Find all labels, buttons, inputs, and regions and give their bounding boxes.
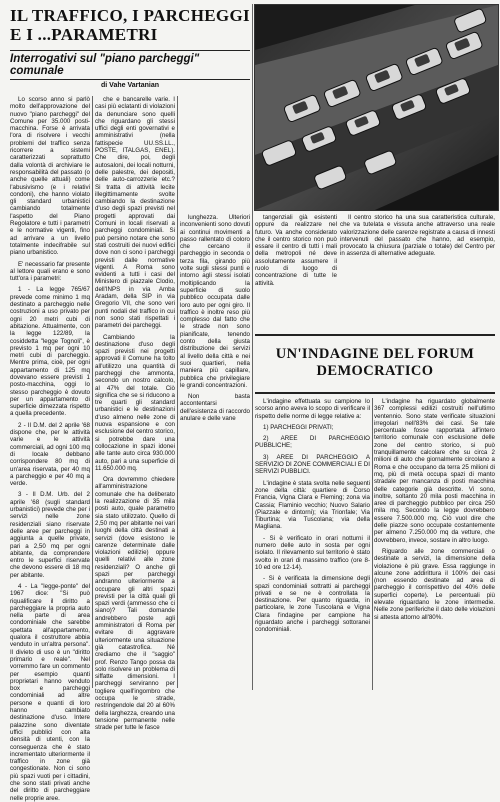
paragraph: - Si è verificata la dimensione degli spazi condominiali sottratti ai parcheggi privati e se ne è controllata la destinazione. Per quanto riguarda, in particolare, le zone Tuscolana e Vigna Clara l'indagine per campione ha riguardato anche i parcheggi sottoranei condominiali. — [255, 575, 370, 634]
parked-cars-image — [255, 5, 498, 210]
paragraph: L'indagine effettuata su campione lo scorso anno aveva lo scopo di verificare il rispetto delle norme di legge relative a: — [255, 398, 370, 420]
survey-column-1 — [255, 398, 370, 690]
article-byline: di Vahe Vartanian — [101, 82, 159, 89]
article-subtitle: Interrogativi sul "piano parcheggi" comunale — [10, 53, 200, 77]
paragraph: 2) AREE DI PARCHEGGIO PUBBLICHE; — [255, 435, 370, 450]
paragraph: lunghezza. Ulteriori inconvenienti sono dovuti ai continui movimenti a passo rallentato di coloro che cercano il parcheggio in seconda o terza fila, girando più volte sugli stessi punti e intorno agli stessi isolati moltiplicando la superficie di suolo pubblico occupata dalle loro auto per ogni giro. Il traffico è inoltre reso più complesso dal fatto che le strade non sono pianificate, tenendo conto della giusta distribuzione dei servizi al livello della città e nei suoi quartieri, nella maniera più capillare, pubblica che privilegiare le grandi concentrazioni. — [180, 214, 250, 389]
forum-headline-box — [255, 334, 495, 394]
paragraph: L'indagine è stata svolta nelle seguenti zone della città: quartiere di Corso Francia, Vigna Clara e Fleming; zona via Cassia; Flaminio vecchio; Nuovo Salario (Piazzale e dintorni); via Trionfale; Via Tiburtina; via Tuscolana; via della Magliana. — [255, 479, 370, 531]
paragraph: Non basta accontentarsi dell'esistenza di raccordo anulare e delle vane — [180, 393, 250, 423]
article-column-1 — [10, 96, 90, 802]
paragraph: 3 - Il D.M. Urb. del 2 aprile '68 (sugli standard urbanistici) prevede che per i servizi nelle zone residenziali siano riservate delle aree per parcheggi in aggiunta a quelle private, pari a 2,50 mq per ogni abitante, da comprendere entro le superfici riservate che devono essere di 18 mq per abitante. — [10, 491, 90, 579]
article-column-3 — [180, 214, 250, 688]
paragraph: E' necessario far presente al lettore quali erano e sono tutt'ora i parametri: — [10, 260, 90, 283]
forum-headline: UN'INDAGINE DEL FORUM DEMOCRATICO — [275, 346, 475, 379]
paragraph: tangenziali già esistenti oppure da realizzare nel futuro. Va anche considerato che il centro storico non può essare il centro di tutti i mali della metropoli né deve assolutamente assumere il ruolo di luogo di concentrazione di tutte le attività. — [255, 214, 337, 287]
paragraph: 2 - Il D.M. del 2 aprile '68 dispone che, per le attività varie e le attività commerciali, ad ogni 100 mq di locale debbano corrispondere 80 mq di un'area riservata, per 40 mq a parcheggio e per 40 mq a verde. — [10, 421, 90, 488]
column-divider — [252, 4, 253, 690]
article-column-4 — [255, 214, 337, 329]
paragraph: 1) PARCHEGGI PRIVATI; — [263, 423, 334, 431]
paragraph: 3) AREE DI PARCHEGGIO A SERVIZIO DI ZONE COMMERCIALI E DI SERVIZI PUBBLICI. — [255, 453, 370, 476]
subtitle-box — [10, 50, 250, 80]
paragraph: Lo scorso anno si parlò molto dell'approvazione del nuovo "piano parcheggi" del Comune per 35.000 posti-macchina. Forse è arrivata l'ora di risolvere i vecchi problemi del traffico senza ricorrere a sistemi caratterizzati soprattutto dalla volontà di archiviare le responsabilità del passato (o anche quelle attuali) come l'abusivismo (e i relativi condoni), che hanno violato gli standard urbanistici cambiando totalmente l'aspetto del Piano Regolatore e tutti i parametri e le normative vigenti, fino ad arrivare a un livello totalmente indecifrabile sul piano urbanistico. — [10, 96, 90, 257]
paragraph: Cambiando la destinazione d'uso degli spazi previsti nei progetti approvati il Comune ha tolto all'utilizzo una quantità di parcheggi che ammonta, secondo un nostro calcolo, al 47% del totale. Ciò significa che se si riducono a tre quarti gli standard urbanistici e le destinazioni d'uso almeno nelle zone di nuova espansione e con esclusione del centro storico, si potrebbe dare una collocazione in spazi idonei alle tante auto circa 930.000 auto, pari a una superficie di 11.650.000 mq. — [95, 333, 175, 472]
paragraph: che e bancarelle varie. I casi più eclatanti di violazioni da denunciare sono quelli che riguardano gli stessi uffici degli enti governativi e amministrativi (nella fattispecie UU.SS.LL., POSTE, ITALGAS, ENEL). Che dire, poi, degli autosaloni, dei locali notturni, delle palestre, dei depositi, delle auto-carrozzerie etc.? Si tratta di attività lecite illegittimamente svolte cambiando la destinazione d'uso degli spazi previsti nel progetti approvati dai Comuni in locali riservati a parcheggi condominiali. Si può persino notare che sono stati costruiti dei nuovi edifici dove non ci sono i parcheggi previsti dalle normative vigenti. A Roma sono evidenti a tutti i casi del Ministero di piazzale Clodio, dell'INPS in via Amba Aradam, della SIP in via Gregorio VII, che sono veri punti nodali del traffico in cui non sono stati rispettati i parametri dei parcheggi. — [95, 96, 175, 330]
paragraph: 1 - La legge 765/67 prevede come minimo 1 mq destinato a parcheggio nelle costruzioni a uso privato per ogni 20 metri cubi di abitazione. Attualmente, con la legge 122/89, la cosiddetta "legge Tognoli", è previsto 1 mq per ogni 10 metri cubi di parcheggio. Mentre prima, cioè, per ogni appartamento di 125 mq dovevano essere previsti 1 posto-macchina, oggi lo stesso parcheggio è dovuto per un appartamento di superficie dimezzata rispetto a quella precedente. — [10, 286, 90, 418]
paragraph: Ora dovremmo chiedere all'amministrazione comunale che ha deliberato la realizzazione di 35 mila posti auto, quale parametro sia stato utilizzato. Quello di 2,50 mq per abitante nei vari luoghi della città destinati a servizi (dove esistono le carenze determinate dalle violazioni edilizie) oppure quelli relativi alle zone residenziali? O anche gli spazi per parcheggi andranno ulteriormente a occupare gli altri spazi previsti per la città quali gli spazi verdi (ammesso che ci siano)? Tali domande andrebbero poste agli amministratori di Roma per evitare di aggravare ulteriormente una situazione già catastrofica. Né crediamo che il "saggio" prof. Renzo Tango possa da solo risolvere un problema di siffatte dimensioni. I parcheggi serviranno per togliere quell'ingombro che occupa le strade, restringendole dal 20 al 60% della larghezza, creando una tensione permanente nelle strade per tutte le fasce — [95, 476, 175, 732]
column-divider — [372, 398, 373, 690]
paragraph: L'indagine ha riguardato globalmente 367 complessi edilizi costruiti nell'ultimo ventennio. Sono state verificate situazioni irregolari nell'83% dei casi. Se tale percentuale fosse rapportata all'intero territorio comunale con esclusione delle zone del centro storico, si può tranquillamente calcolare che su circa 2 milioni di auto che giornalmente circolano a Roma e che occupano da terra 25 milioni di mq, più di metà occupa spazi di manto stradale per mancanza di posti macchina delle categorie già descritte. Vi sono, inoltre, soltanto 20 mila posti macchina in aree di parcheggio pubblico per circa 250 mila mq. Secondo la legge dovrebbero essere 7.500.000 mq. Ciò vuol dire che delle piazze sono occupate costantemente per almeno 7.250.000 mq da vetture, che dovrebbero, invece, sostare in altro luogo. — [374, 398, 495, 544]
traffic-photo — [254, 4, 499, 211]
article-column-5 — [340, 214, 495, 329]
column-divider — [177, 96, 178, 688]
paragraph: Il centro storico ha una sua caratteristica culturale, che va tutelata e vissuta anche attraverso una reale valorizzazione delle carenze registrate a causa di innesti intervenuti del passato che hanno, ad esempio, provocato la chiusura (parziale o totale) del Centro per in assenza di alternative adeguate. — [340, 214, 495, 258]
paragraph: - Si è verificato in orari notturni il numero delle auto in sosta per ogni isolato. Il rilevamento sul territorio è stato svolto in orari di massimo traffico (ore 8-10 ed ore 12-14). — [255, 534, 370, 571]
paragraph: Riguardo alle zone commerciali o destinate a servizi, la dimensione della violazione è più grave. Essa raggiunge in alcune zone addirittura il 100% dei casi (non essendo destinate ad area di parcheggio il corrispettivo del 40% delle superfici coperte). Le percentuali più elevate riguardano le zone intermedie. Nelle zone periferiche il dato delle violazioni si attesta attorno all'80%. — [374, 547, 495, 621]
column-divider — [92, 96, 93, 688]
article-title: IL TRAFFICO, I PARCHEGGI E I ...PARAMETRI — [10, 6, 250, 44]
survey-column-2 — [374, 398, 495, 690]
paragraph: 4 - La "legge-ponte" del 1967 dice: "Si può riqualificare il diritto a parcheggiare la propria auto nella parte di area condominiale che sarebbe spettata all'appartamento, qualora il costruttore abbia venduto in un'altra persona". Il divieto di uso è un "diritto primario e reale". Nel vorremmo fare un commento per esempio quanti proprietari hanno venduto box e parcheggi condominiali ad altre persone e quanti di loro hanno cambiato destinazione d'uso. Intere palazzine sono diventate uffici pubblici con alta densità di utenti, con la conseguenza che è stato incrementato ulteriormente il traffico in zone già congestionate. Non ci sono più spazi vuoti per i cittadini, che sono stati privati anche del diritto di parcheggiare nelle proprie aree. — [10, 583, 90, 802]
article-column-2 — [95, 96, 175, 732]
